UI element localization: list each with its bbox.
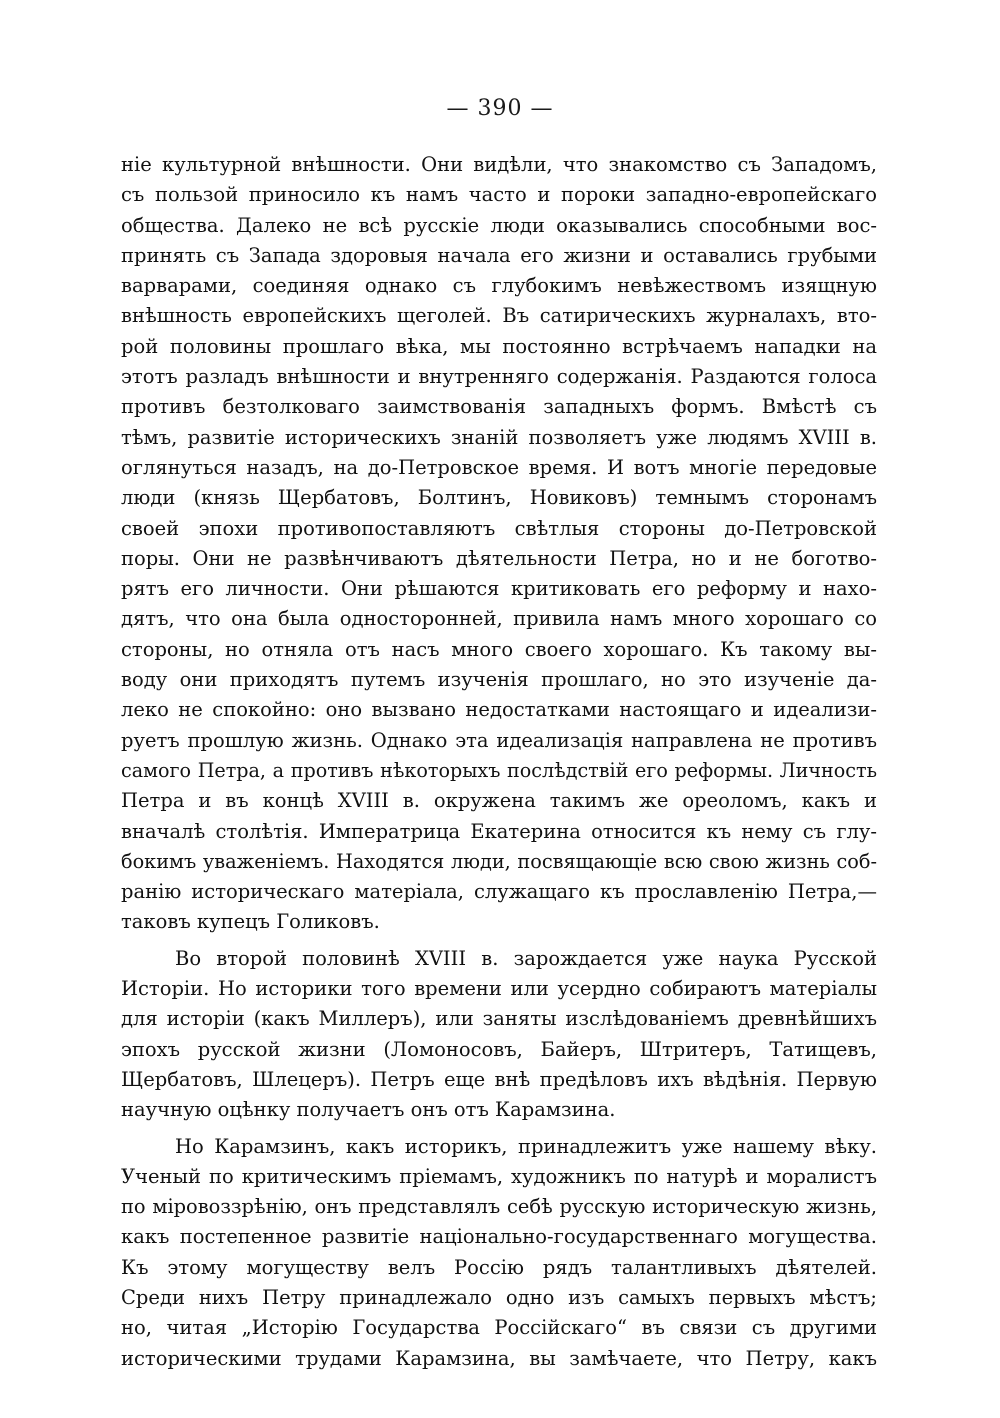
text-line: Ученый по критическимъ пріемамъ, художникъ по натурѣ и моралистъ xyxy=(121,1164,877,1188)
text-line: ранію историческаго матеріала, служащаго къ прославленію Петра,— xyxy=(121,880,877,904)
text-line: противъ безтолковаго заимствованія западныхъ формъ. Вмѣстѣ съ xyxy=(121,395,877,419)
text-line: этотъ разладъ внѣшности и внутренняго содержанія. Раздаются голоса xyxy=(121,365,877,389)
text-line: люди (князь Щербатовъ, Болтинъ, Новиковъ) темнымъ сторонамъ xyxy=(121,486,877,510)
text-line: научную оцѣнку получаетъ онъ отъ Карамзина. xyxy=(121,1098,616,1122)
text-line: рой половины прошлаго вѣка, мы постоянно встрѣчаемъ нападки на xyxy=(121,334,877,358)
text-line: но, читая „Исторію Государства Россійскаго“ въ связи съ другими xyxy=(121,1316,877,1340)
text-line: стороны, но отняла отъ насъ много своего хорошаго. Къ такому вы- xyxy=(121,637,877,661)
text-line: Петра и въ концѣ XVIII в. окружена такимъ же ореоломъ, какъ и xyxy=(121,789,877,813)
text-line: какъ постепенное развитіе національно-государственнаго могущества. xyxy=(121,1225,877,1249)
text-line: воду они приходятъ путемъ изученія прошлаго, но это изученіе да- xyxy=(121,668,877,692)
text-line: бокимъ уваженіемъ. Находятся люди, посвящающіе всю свою жизнь соб- xyxy=(121,849,877,873)
text-line: общества. Далеко не всѣ русскіе люди оказывались способными вос- xyxy=(121,213,877,237)
text-line: ніе культурной внѣшности. Они видѣли, что знакомство съ Западомъ, xyxy=(121,153,877,176)
text-line: Среди нихъ Петру принадлежало одно изъ самыхъ первыхъ мѣстъ; xyxy=(121,1285,877,1309)
page-number: — 390 — xyxy=(446,96,554,121)
text-line: для исторіи (какъ Миллеръ), или заняты изслѣдованіемъ древнѣйшихъ xyxy=(121,1007,877,1031)
text-line: таковъ купецъ Голиковъ. xyxy=(121,910,380,934)
paragraph-3 xyxy=(121,1132,877,1374)
text-line: поры. Они не развѣнчиваютъ дѣятельности Петра, но и не боготво- xyxy=(121,546,877,570)
text-line: Во второй половинѣ XVIII в. зарождается уже наука Русской xyxy=(175,946,877,970)
text-line: Но Карамзинъ, какъ историкъ, принадлежитъ уже нашему вѣку. xyxy=(175,1134,877,1158)
text-line: тѣмъ, развитіе историческихъ знаній позволяетъ уже людямъ XVIII в. xyxy=(121,425,877,449)
text-line: Исторіи. Но историки того времени или усердно собираютъ матеріалы xyxy=(121,977,877,1001)
text-line: своей эпохи противопоставляютъ свѣтлыя стороны до-Петровской xyxy=(121,516,877,540)
text-line: историческими трудами Карамзина, вы замѣчаете, что Петру, какъ xyxy=(121,1346,877,1370)
text-line: принять съ Запада здоровыя начала его жизни и оставались грубыми xyxy=(121,243,877,267)
text-line: варварами, соединяя однако съ глубокимъ невѣжествомъ изящную xyxy=(121,274,877,298)
text-line: дятъ, что она была односторонней, привила намъ много хорошаго со xyxy=(121,607,877,631)
text-line: Къ этому могуществу велъ Россію рядъ талантливыхъ дѣятелей. xyxy=(121,1255,877,1279)
text-line: самого Петра, а противъ нѣкоторыхъ послѣдствій его реформы. Личность xyxy=(121,758,877,782)
text-line: рятъ его личности. Они рѣшаются критиковать его реформу и нахо- xyxy=(121,577,877,601)
text-line: внѣшность европейскихъ щеголей. Въ сатирическихъ журналахъ, вто- xyxy=(121,304,877,328)
text-line: съ пользой приносило къ намъ часто и пороки западно-европейскаго xyxy=(121,183,877,207)
paragraph-2 xyxy=(121,944,877,1126)
text-line: леко не спокойно: оно вызвано недостатками настоящаго и идеализи- xyxy=(121,698,877,722)
text-body xyxy=(121,150,877,1374)
text-line: руетъ прошлую жизнь. Однако эта идеализація направлена не противъ xyxy=(121,728,877,752)
text-line: по міровоззрѣнію, онъ представлялъ себѣ русскую историческую жизнь, xyxy=(121,1195,877,1219)
text-line: вначалѣ столѣтія. Императрица Екатерина относится къ нему съ глу- xyxy=(121,819,877,843)
text-line: оглянуться назадъ, на до-Петровское время. И вотъ многіе передовые xyxy=(121,455,877,479)
text-line: эпохъ русской жизни (Ломоносовъ, Байеръ, Штритеръ, Татищевъ, xyxy=(121,1037,877,1061)
paragraph-1 xyxy=(121,150,877,938)
text-line: Щербатовъ, Шлецеръ). Петръ еще внѣ предѣловъ ихъ вѣдѣнія. Первую xyxy=(121,1067,877,1091)
